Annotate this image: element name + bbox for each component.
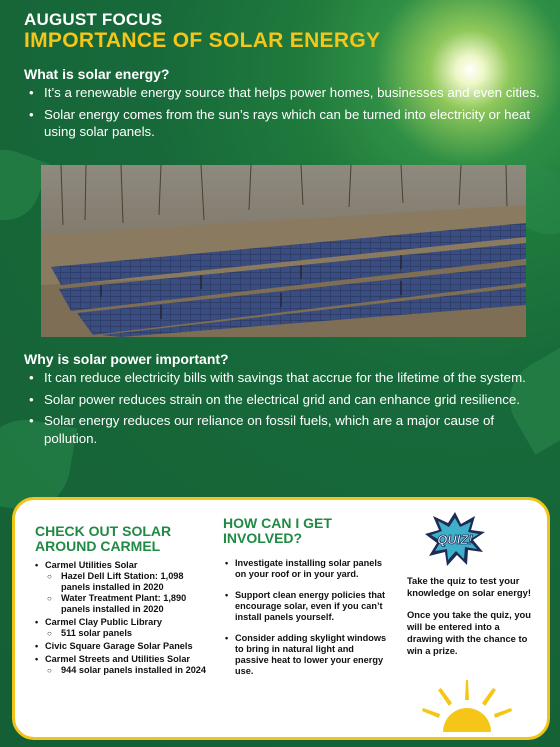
carmel-subitem: ○ Water Treatment Plant: 1,890 panels installed in 2020 [31, 593, 211, 615]
carmel-subitem: ○ 511 solar panels [31, 628, 211, 639]
carmel-subitem: ○ 944 solar panels installed in 2024 [31, 665, 211, 676]
why-bullets [26, 369, 546, 451]
involved-title: HOW CAN I GET INVOLVED? [223, 515, 332, 546]
what-bullet: • Solar energy comes from the sun’s rays which can be turned into electricity or heat using solar panels. [26, 106, 546, 141]
carmel-item: • Carmel Clay Public Library [31, 617, 211, 628]
quiz-paragraph: Take the quiz to test your knowledge on solar energy! [407, 575, 531, 598]
sun-rays-icon [419, 678, 515, 732]
involved-item: • Investigate installing solar panels on your roof or in your yard. [223, 558, 388, 580]
quiz-text [407, 575, 537, 667]
involved-item: • Consider adding skylight windows to bring in natural light and passive heat to lower your energy use. [223, 633, 388, 677]
involved-item: • Support clean energy policies that encourage solar, even if you can’t install panels yourself. [223, 590, 388, 623]
what-bullets [26, 84, 546, 145]
quiz-burst-badge [423, 510, 487, 568]
carmel-item: • Civic Square Garage Solar Panels [31, 641, 211, 652]
carmel-item: • Carmel Utilities Solar [31, 560, 211, 571]
carmel-list [31, 558, 211, 676]
header-title: IMPORTANCE OF SOLAR ENERGY [24, 29, 381, 52]
why-bullet: • Solar power reduces strain on the electrical grid and can enhance grid resilience. [26, 391, 546, 409]
solar-panel-array-photo [41, 165, 526, 337]
what-heading: What is solar energy? [24, 66, 170, 82]
quiz-badge-text: QUIZ! [437, 532, 473, 547]
carmel-subitem: ○ Hazel Dell Lift Station: 1,098 panels installed in 2020 [31, 571, 211, 593]
header-kicker: AUGUST FOCUS [24, 10, 163, 29]
header [24, 10, 380, 53]
carmel-title: CHECK OUT SOLAR AROUND CARMEL [35, 523, 172, 554]
why-bullet: • Solar energy reduces our reliance on fossil fuels, which are a major cause of pollution. [26, 412, 546, 447]
involved-list [223, 558, 388, 687]
quiz-paragraph: Once you take the quiz, you will be entered into a drawing with the chance to win a prize. [407, 609, 531, 656]
carmel-item: • Carmel Streets and Utilities Solar [31, 654, 211, 665]
info-card [12, 497, 550, 740]
why-heading: Why is solar power important? [24, 351, 229, 367]
what-bullet: • It’s a renewable energy source that helps power homes, businesses and even cities. [26, 84, 546, 102]
why-bullet: • It can reduce electricity bills with savings that accrue for the lifetime of the system. [26, 369, 546, 387]
